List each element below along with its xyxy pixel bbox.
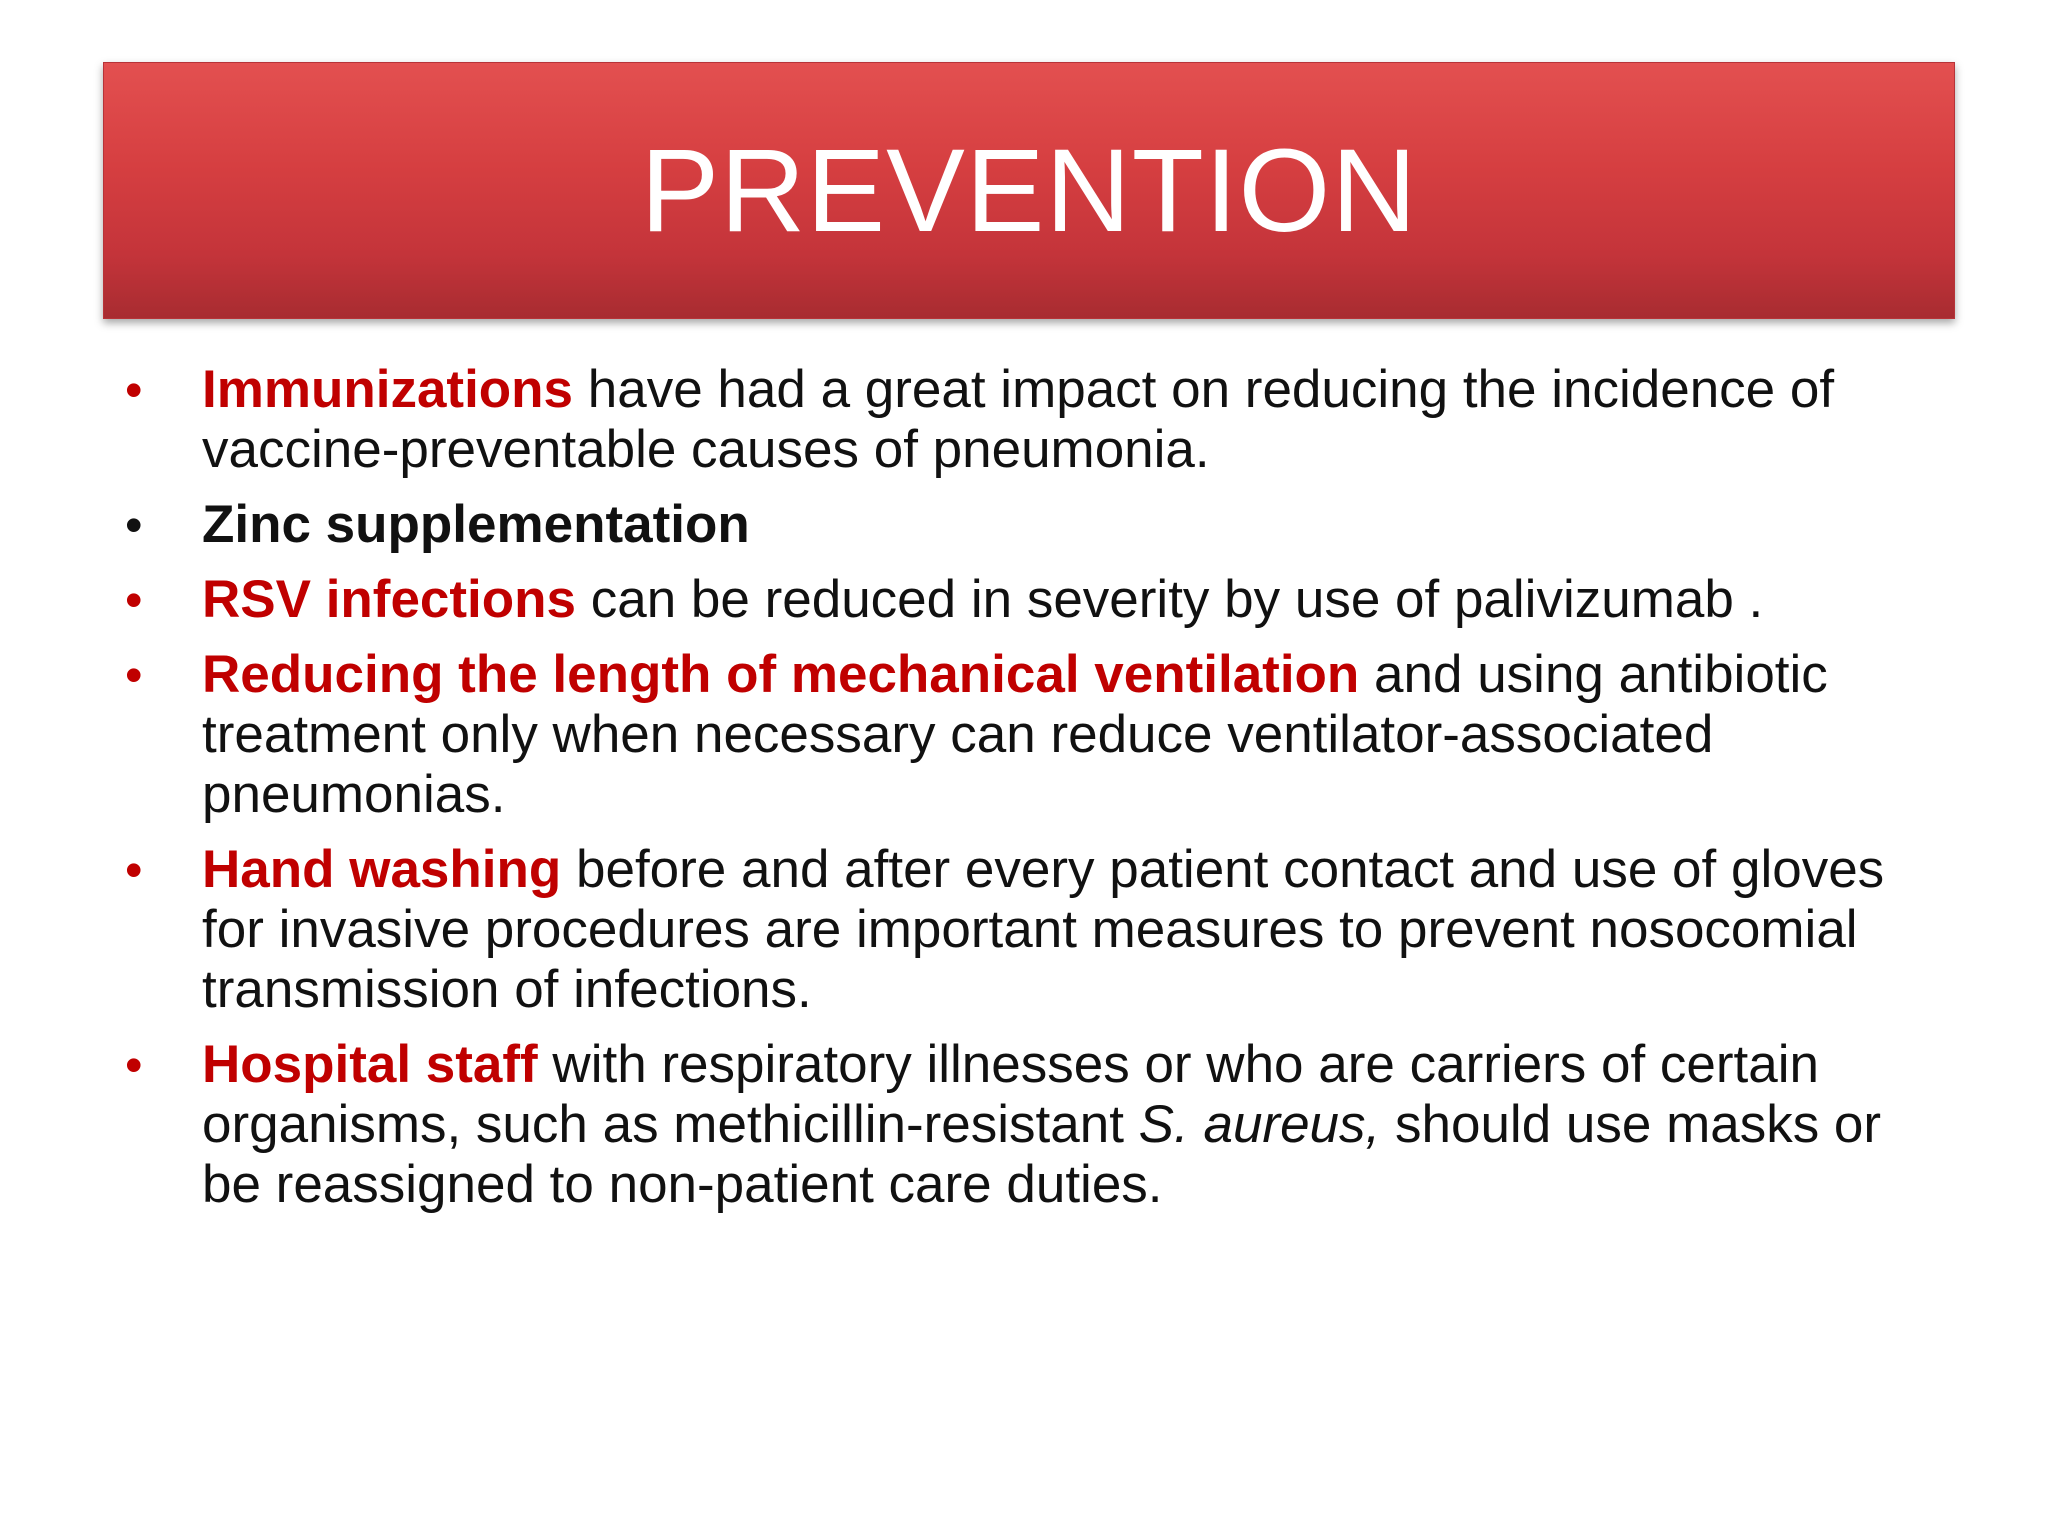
bullet-text: and using antibiotic treatment only when necessary can reduce ventilator-associated pneumonias. [202, 645, 1828, 824]
bullet-text: have had a great impact on reducing the incidence of vaccine-preventable causes of pneumonia. [202, 360, 1835, 479]
bullet-text: before and after every patient contact and use of gloves for invasive procedures are important measures to prevent nosocomial transmission of infections. [202, 840, 1885, 1019]
bullet-highlight: Reducing the length of mechanical ventilation [202, 645, 1360, 704]
bullet-dot-icon: • [125, 842, 143, 898]
bullet-item-ventilation [125, 645, 1925, 825]
bullet-text: can be reduced in severity by use of palivizumab . [576, 570, 1764, 629]
bullet-item-hand-washing [125, 840, 1925, 1020]
bullet-highlight: Hospital staff [202, 1035, 538, 1094]
bullet-item-hospital-staff [125, 1035, 1925, 1215]
bullet-highlight: Immunizations [202, 360, 574, 419]
bullet-item-rsv [125, 570, 1925, 630]
slide-title: PREVENTION [640, 124, 1418, 257]
bullet-highlight: Hand washing [202, 840, 562, 899]
bullet-dot-icon: • [125, 362, 143, 418]
bullet-text: should use masks or be reassigned to non-patient care duties. [202, 1095, 1882, 1214]
bullet-list [125, 360, 1925, 1230]
bullet-text: with respiratory illnesses or who are carriers of certain organisms, such as methicillin-resistant [202, 1035, 1819, 1154]
bullet-highlight: RSV infections [202, 570, 577, 629]
bullet-italic-text: S. aureus, [1138, 1095, 1381, 1154]
bullet-item-zinc [125, 495, 1925, 555]
bullet-dot-icon: • [125, 497, 143, 553]
title-banner [103, 62, 1955, 319]
bullet-dot-icon: • [125, 1037, 143, 1093]
bullet-dot-icon: • [125, 572, 143, 628]
bullet-bold-text: Zinc supplementation [202, 495, 750, 554]
bullet-dot-icon: • [125, 647, 143, 703]
bullet-item-immunizations [125, 360, 1925, 480]
